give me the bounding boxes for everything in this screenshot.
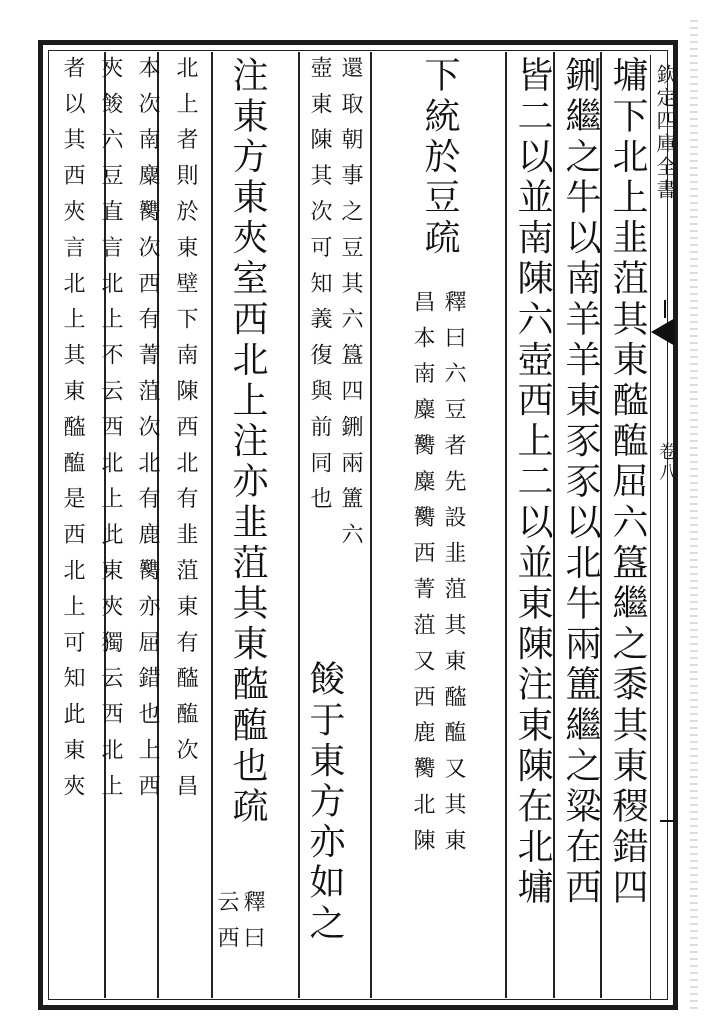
commentary-column: 昌本南麋臡麋臡西菁菹又西鹿臡北陳 <box>410 290 435 865</box>
column-rule <box>370 52 372 998</box>
column-rule <box>505 52 507 998</box>
column-rule <box>211 52 213 998</box>
text-column: 下統於豆疏 <box>419 56 460 259</box>
commentary-column: 夾餕六豆直言北上不云西北上此東夾獨云西北上 <box>98 56 123 810</box>
fish-tail-stem <box>664 300 666 318</box>
text-column: 墉下北上韭菹其東醓醢屈六簋繼之黍其東稷錯四 <box>607 56 648 909</box>
page-edge-shading <box>690 20 698 1010</box>
gutter-page-mark <box>660 820 676 822</box>
volume-number: 卷八 <box>656 442 677 484</box>
commentary-column: 釋曰六豆者先設韭菹其東醓醢又其東 <box>441 290 466 865</box>
commentary-column: 北上者則於東壁下南陳西北有韭菹東有醓醢次昌 <box>173 56 198 810</box>
commentary-column: 者以其西夾言北上其東醓醢是西北上可知此東夾 <box>60 56 85 810</box>
commentary-column: 壺東陳其次可知義復與前同也 <box>307 56 332 523</box>
commentary-column: 還取朝事之豆其六簋四鉶兩簠六 <box>338 56 363 559</box>
text-column: 餕于東方亦如之 <box>304 660 345 945</box>
commentary-column: 本次南麋臡次西有菁菹次北有鹿臡亦屈錯也上西 <box>135 56 160 810</box>
book-title: 欽定四庫全書 <box>653 64 677 202</box>
text-column: 注東方東夾室西北上注亦韭菹其東醓醢也疏 <box>227 56 268 828</box>
commentary-column: 釋曰 <box>240 890 265 962</box>
column-rule <box>298 52 300 998</box>
commentary-column: 云西 <box>214 890 239 962</box>
text-column: 皆二以並南陳六壺西上二以並東陳注東陳在北墉 <box>512 56 553 909</box>
text-column: 鉶繼之牛以南羊羊東豕豕以北牛兩簠繼之粱在西 <box>560 56 601 909</box>
fish-tail-mark-icon <box>651 318 675 346</box>
